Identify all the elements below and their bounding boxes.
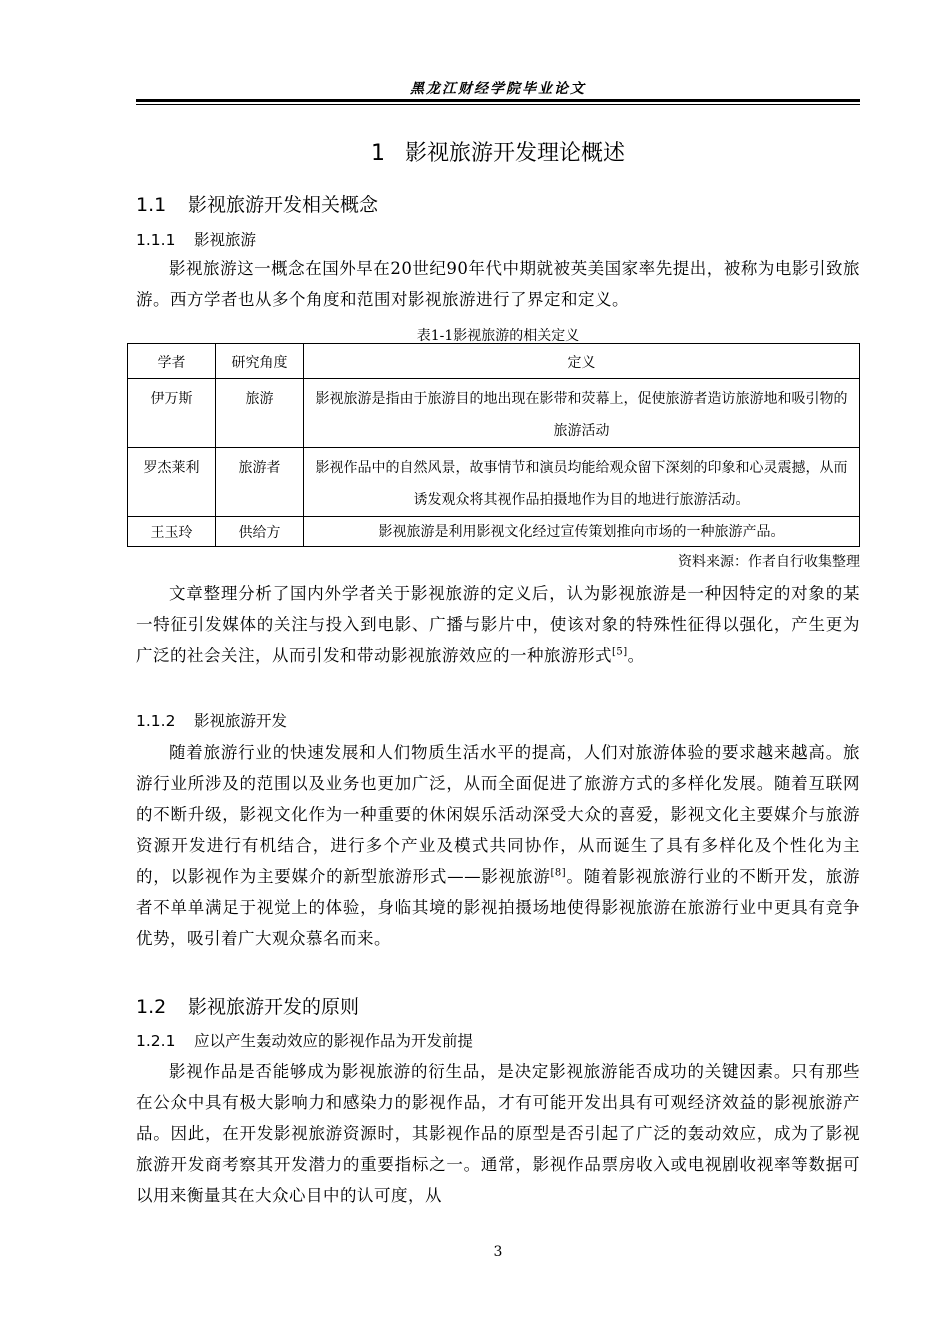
chapter-number: 1 — [370, 141, 385, 166]
header-cell-definition: 定义 — [304, 344, 860, 379]
paragraph-text-tail: 。随着影视旅游行业的不断开发，旅游者不单单满足于视觉上的体验，身临其境的影视拍摄场地使得影视旅游在旅游行业中更具有竞争优势，吸引着广大观众慕名而来。 — [136, 867, 861, 948]
scholar-cell: 罗杰莱利 — [128, 448, 216, 517]
subsection-heading-1-1-2 — [136, 709, 287, 731]
section-title: 影视旅游开发的原则 — [188, 996, 360, 1018]
subsection-number: 1.2.1 — [136, 1032, 176, 1050]
table-row — [128, 448, 860, 517]
section-number: 1.1 — [136, 194, 167, 216]
header-rule-thin — [136, 104, 860, 105]
paragraph-text: 文章整理分析了国内外学者关于影视旅游的定义后，认为影视旅游是一种因特定的对象的某一特征引发媒体的关注与投入到电影、广播与影片中，使该对象的特殊性征得以强化，产生更为广泛的社会关注，从而引发和带动影视旅游效应的一种旅游形式 — [136, 584, 860, 665]
subsection-title: 影视旅游 — [194, 231, 257, 249]
paragraph-2 — [136, 578, 860, 671]
subsection-title: 应以产生轰动效应的影视作品为开发前提 — [194, 1032, 474, 1050]
paragraph-text: 随着旅游行业的快速发展和人们物质生活水平的提高，人们对旅游体验的要求越来越高。旅游行业所涉及的范围以及业务也更加广泛，从而全面促进了旅游方式的多样化发展。随着互联网的不断升级，影视文化作为一种重要的休闲娱乐活动深受大众的喜爱，影视文化主要媒介与旅游资源开发进行有机结合，进行多个产业及模式共同协作，从而诞生了具有多样化及个性化为主的，以影视作为主要媒介的新型旅游形式——影视旅游 — [136, 743, 860, 886]
subsection-title: 影视旅游开发 — [194, 712, 288, 730]
table-caption: 表1-1影视旅游的相关定义 — [416, 328, 580, 344]
table-header-row — [128, 344, 860, 379]
page-number: 3 — [493, 1244, 503, 1260]
chapter-title-text: 影视旅游开发理论概述 — [404, 141, 625, 166]
paragraph-1: 影视旅游这一概念在国外早在20世纪90年代中期就被英美国家率先提出，被称为电影引致旅游。西方学者也从多个角度和范围对影视旅游进行了界定和定义。 — [136, 259, 860, 309]
table-row — [128, 379, 860, 448]
angle-cell: 旅游者 — [216, 448, 304, 517]
paragraph-4: 影视作品是否能够成为影视旅游的衍生品，是决定影视旅游能否成功的关键因素。只有那些在公众中具有极大影响力和感染力的影视作品，才有可能开发出具有可观经济效益的影视旅游产品。因此，在开发影视旅游资源时，其影视作品的原型是否引起了广泛的轰动效应，成为了影视旅游开发商考察其开发潜力的重要指标之一。通常，影视作品票房收入或电视剧收视率等数据可以用来衡量其在大众心目中的认可度，从 — [136, 1062, 860, 1205]
subsection-number: 1.1.2 — [136, 712, 176, 730]
section-title: 影视旅游开发相关概念 — [188, 194, 379, 216]
table-row — [128, 517, 860, 547]
paragraph-3 — [136, 737, 860, 954]
definition-cell: 影视作品中的自然风景，故事情节和演员均能给观众留下深刻的印象和心灵震撼，从而诱发观众将其视作品拍摄地作为目的地进行旅游活动。 — [304, 448, 860, 517]
chapter-title — [136, 136, 860, 167]
paragraph-text-tail: 。 — [627, 646, 645, 665]
definition-cell: 影视旅游是指由于旅游目的地出现在影带和荧幕上，促使旅游者造访旅游地和吸引物的旅游活动 — [304, 379, 860, 448]
subsection-number: 1.1.1 — [136, 231, 176, 249]
header-rule-thick — [136, 99, 860, 102]
definition-cell: 影视旅游是利用影视文化经过宣传策划推向市场的一种旅游产品。 — [304, 517, 860, 547]
section-heading-1-2 — [136, 992, 359, 1019]
table-source-note: 资料来源：作者自行收集整理 — [678, 554, 860, 570]
citation-ref: [5] — [612, 646, 628, 658]
section-number: 1.2 — [136, 996, 167, 1018]
header-cell-angle: 研究角度 — [216, 344, 304, 379]
definition-table — [127, 343, 860, 547]
angle-cell: 旅游 — [216, 379, 304, 448]
subsection-heading-1-2-1 — [136, 1029, 473, 1051]
running-header: 黑龙江财经学院毕业论文 — [410, 81, 586, 97]
scholar-cell: 伊万斯 — [128, 379, 216, 448]
scholar-cell: 王玉玲 — [128, 517, 216, 547]
angle-cell: 供给方 — [216, 517, 304, 547]
citation-ref: [8] — [550, 867, 567, 879]
section-heading-1-1 — [136, 190, 378, 217]
subsection-heading-1-1-1 — [136, 228, 256, 250]
header-cell-scholar: 学者 — [128, 344, 216, 379]
